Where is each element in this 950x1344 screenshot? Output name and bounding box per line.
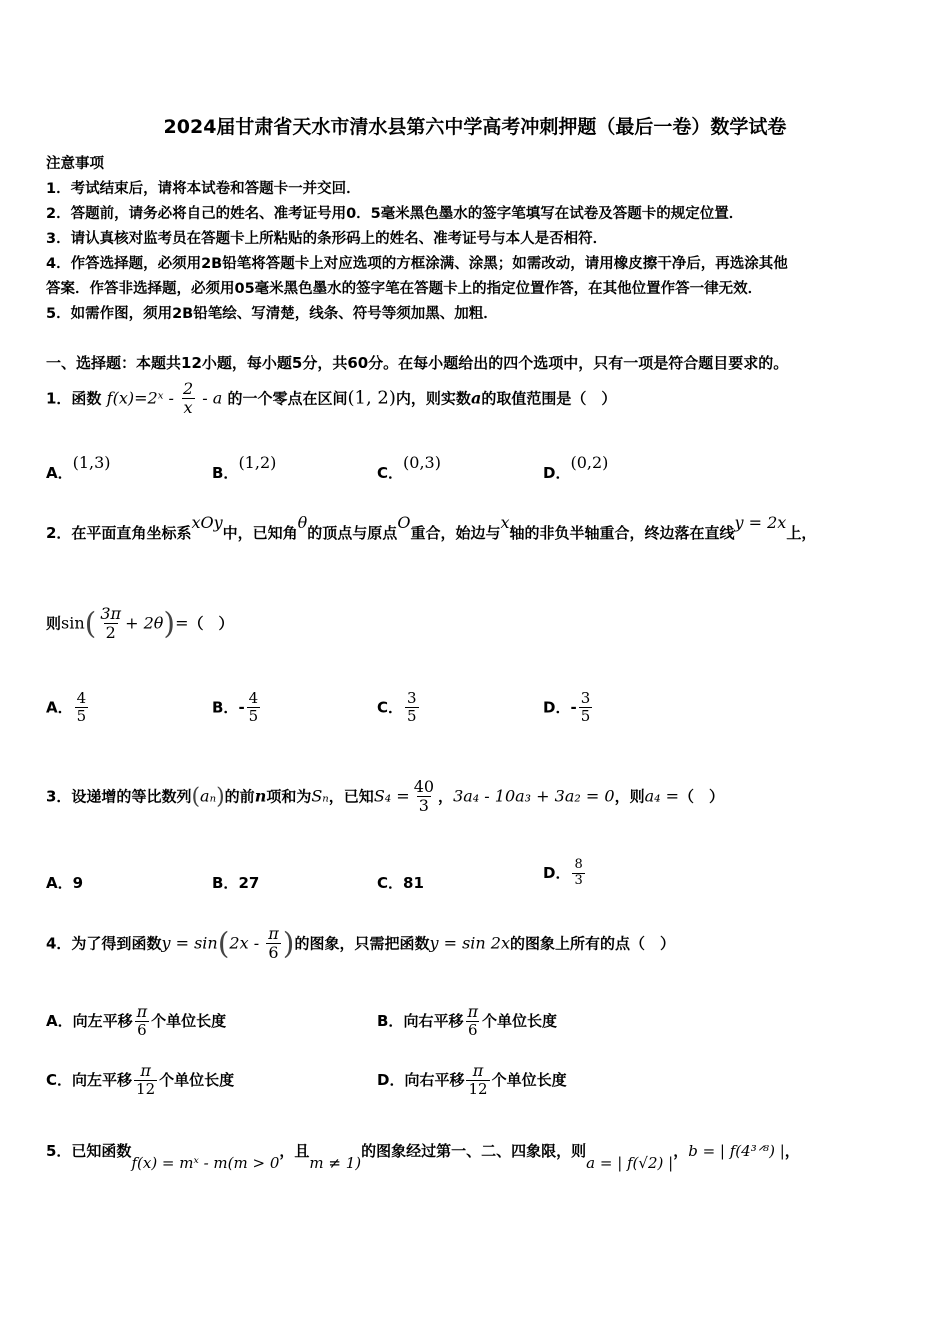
- q2-option-d: [543, 690, 594, 726]
- option-value: 81: [403, 874, 424, 892]
- q1-option-b: [212, 453, 277, 483]
- q5-cond: m ≠ 1): [309, 1154, 362, 1172]
- q2-text: 重合，始边与: [410, 524, 501, 542]
- q1-option-d: [543, 453, 609, 483]
- q3-option-b: [212, 872, 259, 893]
- option-label: C．: [377, 874, 404, 892]
- q5-func: f(x) = mˣ - m(m > 0: [131, 1154, 280, 1172]
- frac-den: 6: [137, 1021, 147, 1040]
- q2-eq: =: [175, 613, 189, 633]
- option-fraction: [75, 690, 89, 726]
- q2-prefix: 2．在平面直角坐标系: [46, 524, 192, 542]
- q4-func: y = sin: [161, 933, 218, 953]
- option-label: A．: [46, 1011, 73, 1030]
- option-fraction: [572, 858, 584, 889]
- q3-option-a: [46, 872, 83, 893]
- q4-option-a: [46, 1003, 226, 1040]
- q2-frac-num: 3π: [100, 604, 122, 623]
- question-2-cont: [46, 605, 234, 643]
- frac-den: 5: [407, 707, 417, 726]
- q5-comma: ，: [673, 1142, 689, 1160]
- q1-func: f(x)=2ˣ -: [106, 388, 179, 408]
- option-fraction: [405, 690, 419, 726]
- q3-end: （ ）: [679, 787, 725, 806]
- q2-sin: sin: [61, 613, 85, 633]
- q2-x: x: [500, 513, 510, 532]
- q3-seq: aₙ: [200, 786, 217, 806]
- q1-fraction: [181, 380, 195, 418]
- option-fraction: [134, 1062, 157, 1099]
- frac-den: 5: [76, 707, 87, 726]
- option-label: B．: [212, 698, 239, 717]
- q2-end: （ ）: [188, 614, 234, 633]
- q3-text: 的前: [224, 787, 255, 806]
- q3-prefix: 3．设递增的等比数列: [46, 787, 192, 806]
- q1-frac-den: x: [183, 398, 193, 418]
- frac-num: 4: [76, 689, 87, 707]
- option-label: A．: [46, 874, 73, 892]
- q3-text: 项和为: [266, 787, 312, 806]
- q4-option-c: [46, 1062, 234, 1099]
- q2-option-a: [46, 690, 90, 726]
- option-label: D．: [543, 698, 571, 717]
- option-text: 向左平移: [72, 1011, 133, 1030]
- q2-text: 上，: [786, 524, 817, 542]
- q1-func-tail: - a: [197, 388, 223, 408]
- q1-frac-num: 2: [182, 379, 194, 398]
- frac-num: π: [472, 1061, 484, 1080]
- q2-xoy: xOy: [191, 513, 223, 532]
- q3-text: ，已知: [328, 787, 374, 806]
- option-sign: -: [238, 698, 245, 717]
- left-paren: (: [84, 606, 97, 642]
- question-2: [46, 513, 817, 543]
- option-fraction: [466, 1062, 489, 1099]
- frac-num: 3: [407, 689, 417, 707]
- q2-text: 中，已知角: [222, 524, 298, 542]
- q4-func2: y = sin 2x: [429, 933, 510, 953]
- q2-then: 则: [46, 614, 62, 633]
- q4-frac-den: 6: [268, 943, 279, 963]
- option-label: D．: [543, 863, 571, 882]
- option-label: A．: [46, 464, 73, 482]
- q4-option-d: [377, 1062, 567, 1099]
- option-text: 向左平移: [72, 1070, 133, 1089]
- q4-frac-num: π: [268, 924, 279, 943]
- q2-text: 的顶点与原点: [307, 524, 398, 542]
- notice-item-4-cont: 答案．作答非选择题，必须用05毫米黑色墨水的签字笔在答题卡上的指定位置作答，在其他位置作答一律无效．: [46, 281, 763, 297]
- option-value: (1,2): [238, 453, 277, 472]
- option-label: C．: [377, 698, 404, 717]
- q1-interval: (1, 2): [347, 387, 396, 409]
- q2-theta: θ: [297, 513, 308, 532]
- q5-text: 的图象经过第一、二、四象限，则: [361, 1142, 587, 1160]
- q1-prefix: 1．函数: [46, 389, 102, 408]
- option-value: (0,3): [403, 453, 441, 472]
- notice-item-1: 1．考试结束后，请将本试卷和答题卡一并交回．: [46, 181, 361, 197]
- q1-var: a: [470, 388, 482, 408]
- q3-text: ，则: [614, 787, 645, 806]
- notice-heading: 注意事项: [46, 156, 104, 172]
- q4-fraction: [266, 925, 281, 963]
- q5-a: a = | f(√2) |: [586, 1154, 674, 1172]
- option-label: D．: [377, 1070, 405, 1089]
- frac-num: 3: [580, 689, 591, 707]
- question-4: [46, 925, 675, 963]
- option-label: C．: [377, 464, 404, 482]
- q1-suffix: 内，则实数: [395, 389, 471, 408]
- q5-prefix: 5．已知函数: [46, 1142, 132, 1160]
- q2-fraction: [98, 605, 123, 643]
- option-text: 个单位长度: [159, 1070, 235, 1089]
- q3-option-d: [543, 858, 587, 889]
- q2-line: y = 2x: [734, 513, 787, 532]
- q3-n: n: [254, 786, 267, 806]
- section-header: 一、选择题：本题共12小题，每小题5分，共60分。在每小题给出的四个选项中，只有一项是符合题目要求的。: [46, 354, 789, 372]
- q2-option-b: [212, 690, 262, 726]
- q1-mid: 的一个零点在区间: [227, 389, 348, 408]
- option-label: B．: [212, 464, 239, 482]
- option-value: 27: [238, 874, 260, 892]
- q2-origin: O: [397, 513, 411, 532]
- frac-num: π: [136, 1002, 148, 1021]
- notice-item-2: 2．答题前，请务必将自己的姓名、准考证号用0．5毫米黑色墨水的签字笔填写在试卷及答题卡的规定位置．: [46, 206, 744, 222]
- right-paren: ): [163, 606, 176, 642]
- question-1: [46, 380, 616, 418]
- frac-den: 12: [468, 1080, 488, 1099]
- frac-num: π: [140, 1061, 151, 1080]
- option-sign: -: [570, 698, 577, 717]
- option-label: B．: [212, 874, 239, 892]
- option-text: 个单位长度: [481, 1011, 557, 1030]
- option-value: 9: [72, 874, 84, 892]
- option-fraction: [247, 690, 261, 726]
- q3-eq2: 3a₄ - 10a₃ + 3a₂ = 0: [453, 786, 615, 806]
- q4-end: 的图象上所有的点（ ）: [510, 934, 676, 953]
- option-label: A．: [46, 698, 73, 717]
- q2-frac-den: 2: [105, 623, 116, 643]
- q3-option-c: [377, 872, 424, 893]
- q3-frac-den: 3: [418, 796, 429, 816]
- option-text: 个单位长度: [491, 1070, 567, 1089]
- option-text: 向右平移: [404, 1070, 465, 1089]
- q1-end: 的取值范围是（ ）: [481, 389, 617, 408]
- q5-b: b = | f(4³ᐟ⁸) |: [688, 1142, 785, 1160]
- option-fraction: [579, 690, 593, 726]
- option-label: B．: [377, 1011, 404, 1030]
- left-paren: (: [191, 784, 201, 810]
- right-paren: ): [282, 926, 295, 962]
- page-title: 2024届甘肃省天水市清水县第六中学高考冲刺押题（最后一卷）数学试卷: [163, 116, 787, 138]
- option-value: (1,3): [72, 453, 111, 472]
- q3-s4: S₄ =: [373, 786, 410, 806]
- option-fraction: [465, 1003, 480, 1040]
- frac-den: 5: [580, 707, 591, 726]
- frac-num: 4: [248, 689, 259, 707]
- option-label: C．: [46, 1070, 73, 1089]
- q4-prefix: 4．为了得到函数: [46, 934, 162, 953]
- frac-den: 12: [136, 1080, 156, 1099]
- right-paren: ): [216, 784, 225, 810]
- frac-num: 8: [574, 857, 583, 872]
- question-5: [46, 1140, 800, 1172]
- q3-fraction: [412, 778, 436, 816]
- q4-text: 的图象，只需把函数: [294, 934, 430, 953]
- frac-den: 5: [248, 707, 259, 726]
- q2-option-c: [377, 690, 421, 726]
- option-text: 个单位长度: [151, 1011, 227, 1030]
- q2-plus: + 2θ: [125, 613, 164, 633]
- q1-option-a: [46, 453, 111, 483]
- option-text: 向右平移: [403, 1011, 464, 1030]
- left-paren: (: [217, 926, 230, 962]
- q1-option-c: [377, 453, 441, 483]
- q4-option-b: [377, 1003, 557, 1040]
- q2-text: 轴的非负半轴重合，终边落在直线: [509, 524, 735, 542]
- option-value: (0,2): [570, 453, 609, 472]
- frac-num: π: [467, 1002, 478, 1021]
- q3-frac-num: 40: [413, 777, 435, 796]
- notice-item-4: 4．作答选择题，必须用2B铅笔将答题卡上对应选项的方框涂满、涂黑；如需改动，请用橡皮擦干净后，再选涂其他: [46, 256, 788, 272]
- q3-a4: a₄ =: [644, 786, 680, 806]
- notice-item-5: 5．如需作图，须用2B铅笔绘、写清楚，线条、符号等须加黑、加粗．: [46, 306, 498, 322]
- q3-sn: Sₙ: [311, 786, 329, 806]
- q5-end: ，: [784, 1142, 800, 1160]
- q5-text: ，且: [279, 1142, 310, 1160]
- option-fraction: [135, 1003, 150, 1040]
- option-label: D．: [543, 464, 571, 482]
- frac-den: 3: [574, 872, 583, 888]
- frac-den: 6: [467, 1021, 478, 1040]
- q4-inner: 2x -: [229, 933, 265, 953]
- notice-item-3: 3．请认真核对监考员在答题卡上所粘贴的条形码上的姓名、准考证号与本人是否相符．: [46, 231, 608, 247]
- question-3: 3．设递增的等比数列(aₙ)的前n项和为Sₙ，已知S₄ = $\frac{40}{3}$ ，3a₄ - 10a₃ + 3a₂ = 0，则a₄ =（ ）: [46, 777, 725, 816]
